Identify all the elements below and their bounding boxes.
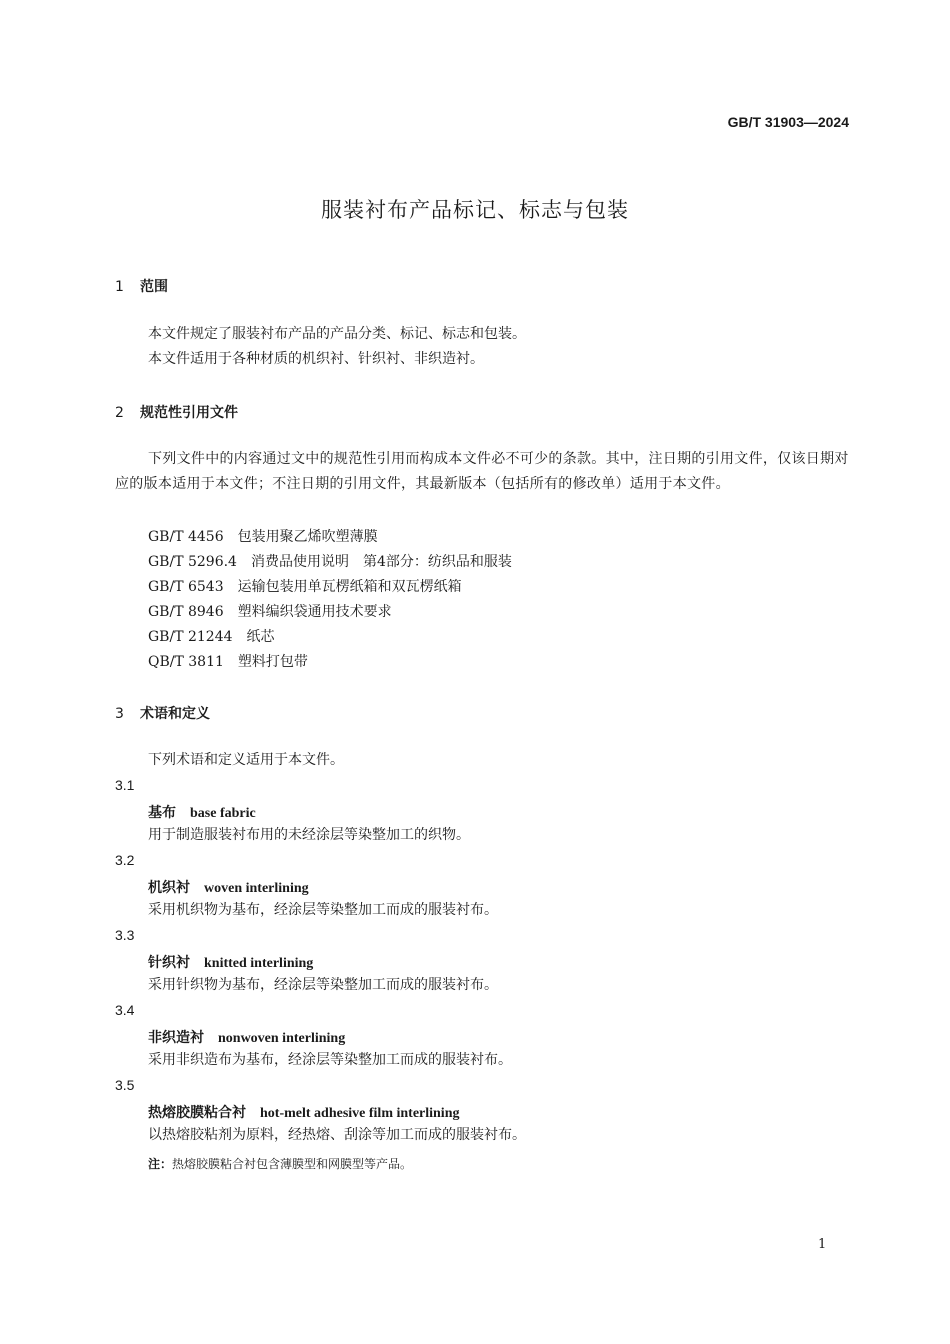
section-number: 2: [115, 405, 124, 421]
section-title: 术语和定义: [140, 706, 210, 722]
note-text: 热熔胶膜粘合衬包含薄膜型和网膜型等产品。: [172, 1157, 413, 1171]
reference-code: QB/T 3811: [148, 654, 224, 670]
term-chinese: 机织衬: [148, 880, 190, 896]
reference-code: GB/T 5296.4: [148, 554, 237, 570]
paragraph: 下列文件中的内容通过文中的规范性引用而构成本文件必不可少的条款。其中，注日期的引用文件，仅该日期对应的版本适用于本文件；不注日期的引用文件，其最新版本（包括所有的修改单）适用于本文件。: [115, 451, 849, 492]
term-definition: 采用针织物为基布，经涂层等染整加工而成的服装衬布。: [148, 977, 498, 993]
paragraph: 本文件规定了服装衬布产品的产品分类、标记、标志和包装。: [148, 326, 526, 342]
term-number: 3.3: [115, 927, 135, 943]
term-definition: 采用机织物为基布，经涂层等染整加工而成的服装衬布。: [148, 902, 498, 918]
section-title: 范围: [140, 279, 168, 295]
note-label: 注：: [148, 1157, 173, 1171]
term-chinese: 针织衬: [148, 955, 190, 971]
section-number: 1: [115, 279, 124, 295]
reference-code: GB/T 6543: [148, 579, 224, 595]
reference-title: 塑料打包带: [237, 654, 308, 670]
reference-item: [148, 601, 392, 621]
term-entry: [148, 1027, 345, 1047]
term-entry: [148, 952, 313, 972]
term-definition: 以热熔胶粘剂为原料，经热熔、刮涂等加工而成的服装衬布。: [148, 1127, 526, 1143]
paragraph: 下列术语和定义适用于本文件。: [148, 752, 344, 768]
document-title: 服装衬布产品标记、标志与包装: [321, 198, 629, 222]
reference-title: 塑料编织袋通用技术要求: [237, 604, 392, 620]
reference-item: [148, 526, 378, 546]
term-definition: 用于制造服装衬布用的未经涂层等染整加工的织物。: [148, 827, 470, 843]
reference-item: [148, 576, 462, 596]
term-english: base fabric: [190, 806, 256, 821]
section-title: 规范性引用文件: [140, 405, 238, 421]
term-chinese: 非织造衬: [148, 1030, 204, 1046]
reference-title: 运输包装用单瓦楞纸箱和双瓦楞纸箱: [237, 579, 462, 595]
term-number: 3.1: [115, 777, 135, 793]
reference-item: [148, 551, 512, 571]
term-english: nonwoven interlining: [218, 1031, 346, 1046]
reference-title: 纸芯: [246, 629, 275, 645]
term-english: hot-melt adhesive film interlining: [260, 1106, 460, 1121]
term-entry: [148, 1102, 460, 1122]
reference-item: [148, 651, 308, 671]
section-heading-scope: [115, 276, 168, 296]
paragraph: 本文件适用于各种材质的机织衬、针织衬、非织造衬。: [148, 351, 484, 367]
reference-code: GB/T 4456: [148, 529, 224, 545]
section-number: 3: [115, 706, 124, 722]
standard-number: GB/T 31903—2024: [727, 114, 849, 130]
term-definition: 采用非织造布为基布，经涂层等染整加工而成的服装衬布。: [148, 1052, 512, 1068]
term-number: 3.4: [115, 1002, 135, 1018]
term-english: knitted interlining: [204, 956, 314, 971]
reference-code: GB/T 21244: [148, 629, 233, 645]
reference-item: [148, 626, 275, 646]
term-entry: [148, 802, 256, 822]
section-heading-terms-and-definitions: [115, 703, 210, 723]
page-number: 1: [818, 1237, 827, 1252]
term-number: 3.5: [115, 1077, 135, 1093]
reference-title: 包装用聚乙烯吹塑薄膜: [237, 529, 378, 545]
section-heading-normative-references: [115, 402, 238, 422]
note: [148, 1155, 412, 1172]
term-chinese: 热熔胶膜粘合衬: [148, 1105, 246, 1121]
term-number: 3.2: [115, 852, 135, 868]
term-chinese: 基布: [148, 805, 176, 821]
reference-title: 消费品使用说明 第4部分：纺织品和服装: [250, 554, 512, 570]
reference-code: GB/T 8946: [148, 604, 224, 620]
term-english: woven interlining: [204, 881, 309, 896]
term-entry: [148, 877, 309, 897]
